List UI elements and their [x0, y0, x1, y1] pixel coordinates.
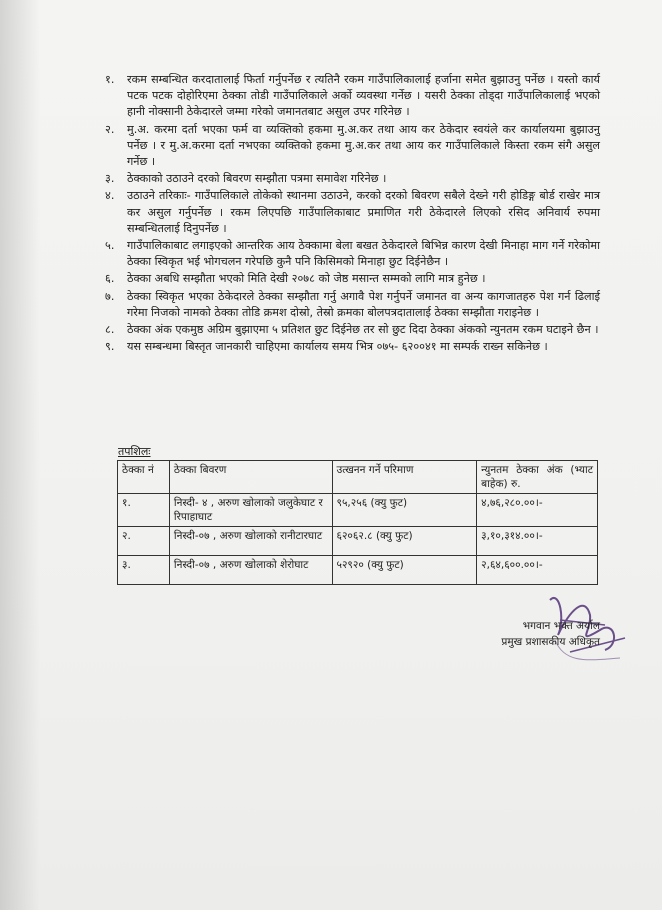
header-excavation-quantity: उत्खनन गर्ने परिमाण [332, 461, 477, 494]
condition-item [105, 322, 600, 338]
condition-text: मु.अ. करमा दर्ता भएका फर्म वा व्यक्तिको हकमा मु.अ.कर तथा आय कर ठेकेदार स्वयंले कर कार्यालयमा बुझाउनु पर्नेछ । र मु.अ.करमा दर्ता नभएका व्यक्तिको हकमा मु.अ.कर तथा आय कर गाउँपालिकाले किस्ता रकम संगै असुल गर्नेछ । [127, 122, 600, 169]
table-row [118, 494, 598, 527]
cell-number: ३. [118, 556, 170, 585]
tapasil-label: तपशिलः [118, 445, 151, 458]
cell-quantity: ९५,२५६ (क्यु फुट) [332, 494, 477, 527]
cell-amount: ४,७६,२८०.००।- [477, 494, 598, 527]
contract-table [117, 460, 598, 585]
condition-item [105, 339, 600, 355]
condition-number: ६. [105, 272, 115, 286]
signatory-name: भगवान भक्त अर्याल [522, 620, 600, 632]
table-row [118, 556, 598, 585]
signatory-title: प्रमुख प्रशासकीय अधिकृत [501, 636, 600, 648]
condition-number: ४. [105, 189, 115, 203]
condition-item [105, 72, 600, 121]
header-minimum-amount: न्युनतम ठेक्का अंक (भ्याट बाहेक) रु. [477, 461, 598, 494]
condition-item [105, 188, 600, 237]
header-contract-number: ठेक्का नं [118, 461, 170, 494]
cell-description: निस्दी-०७ , अरुण खोलाको रानीटारघाट [169, 527, 332, 556]
condition-text: ठेक्का अंक एकमुष्ठ अग्रिम बुझाएमा ५ प्रतिशत छुट दिईनेछ तर सो छुट दिदा ठेक्का अंकको न्युनतम रकम घटाइने छैन । [127, 323, 599, 337]
header-contract-description: ठेक्का बिवरण [169, 461, 332, 494]
condition-text: ठेक्का स्विकृत भएका ठेकेदारले ठेक्का सम्झौता गर्नु अगावै पेश गर्नुपर्ने जमानत वा अन्य कागजातहरु पेश गर्न ढिलाई गरेमा निजको नामको ठेक्का तोडि क्रमश दोस्रो, तेस्रो क्रमका बोलपत्रदातालाई ठेक्का सम्झौता गराइनेछ । [127, 289, 600, 319]
condition-number: ८. [105, 323, 115, 337]
condition-number: २. [105, 122, 115, 136]
condition-number: ३. [105, 172, 115, 186]
condition-item [105, 238, 600, 270]
condition-item [105, 271, 600, 287]
cell-quantity: ५२९२० (क्यु फुट) [332, 556, 477, 585]
cell-number: २. [118, 527, 170, 556]
table-row [118, 527, 598, 556]
cell-amount: ३,१०,३१४.००।- [477, 527, 598, 556]
condition-number: १. [105, 73, 115, 86]
table-header-row [118, 461, 598, 494]
condition-number: ७. [105, 289, 115, 303]
condition-item [105, 289, 600, 321]
page-shadow [0, 0, 40, 910]
condition-text: ठेक्का अबधि सम्झौता भएको मिति देखी २०७८ को जेष्ठ मसान्त सम्मको लागि मात्र हुनेछ । [127, 272, 486, 286]
condition-number: ५. [105, 239, 115, 253]
condition-text: यस सम्बन्धमा बिस्तृत जानकारी चाहिएमा कार्यालय समय भित्र ०७५- ६२००४१ मा सम्पर्क राख्न सकिनेछ । [127, 340, 548, 354]
cell-number: १. [118, 494, 170, 527]
condition-item [105, 122, 600, 171]
condition-text: रकम सम्बन्धित करदातालाई फिर्ता गर्नुपर्नेछ र त्यतिनै रकम गाउँपालिकालाई हर्जाना समेत बुझाउनु पर्नेछ । यस्तो कार्य पटक पटक दोहोरिएमा ठेक्का तोडी गाउँपालिकाले अर्को व्यवस्था गर्नेछ । यसरी ठेक्का तोड्दा गाउँपालिकालाई भएको हानी नोक्सानी ठेकेदारले जम्मा गरेको जमानतबाट असुल उपर गरिनेछ । [127, 73, 600, 119]
cell-description: निस्दी- ४ , अरुण खोलाको जलुकेघाट र रिपाहाघाट [169, 494, 332, 527]
condition-number: ९. [105, 340, 115, 354]
cell-description: निस्दी-०७ , अरुण खोलाको शेरोघाट [169, 556, 332, 585]
condition-text: गाउँपालिकाबाट लगाइएको आन्तरिक आय ठेक्कामा बेला बखत ठेकेदारले बिभिन्न कारण देखी मिनाहा माग गर्ने गरेकोमा ठेक्का स्विकृत भई भोगचलन गरेपछि कुनै पनि किसिमको मिनाहा छुट दिईनेछैन । [127, 239, 600, 269]
signature-block [470, 618, 600, 650]
cell-quantity: ६२०६२.८ (क्यु फुट) [332, 527, 477, 556]
condition-text: उठाउने तरिकाः- गाउँपालिकाले तोकेको स्थानमा उठाउने, करको दरको बिवरण सबैले देख्ने गरी होडिङ्ग बोर्ड राखेर मात्र कर असुल गर्नुपर्नेछ । रकम लिएपछि गाउँपालिकाबाट प्रमाणित गरी ठेकेदारले लिएको रसिद अनिवार्य रुपमा सम्बन्धितलाई दिनुपर्नेछ । [127, 189, 600, 235]
numbered-conditions-list [105, 72, 600, 356]
cell-amount: २,६४,६००.००।- [477, 556, 598, 585]
condition-item [105, 171, 600, 187]
condition-text: ठेक्काको उठाउने दरको बिवरण सम्झौता पत्रमा समावेश गरिनेछ । [127, 172, 387, 186]
